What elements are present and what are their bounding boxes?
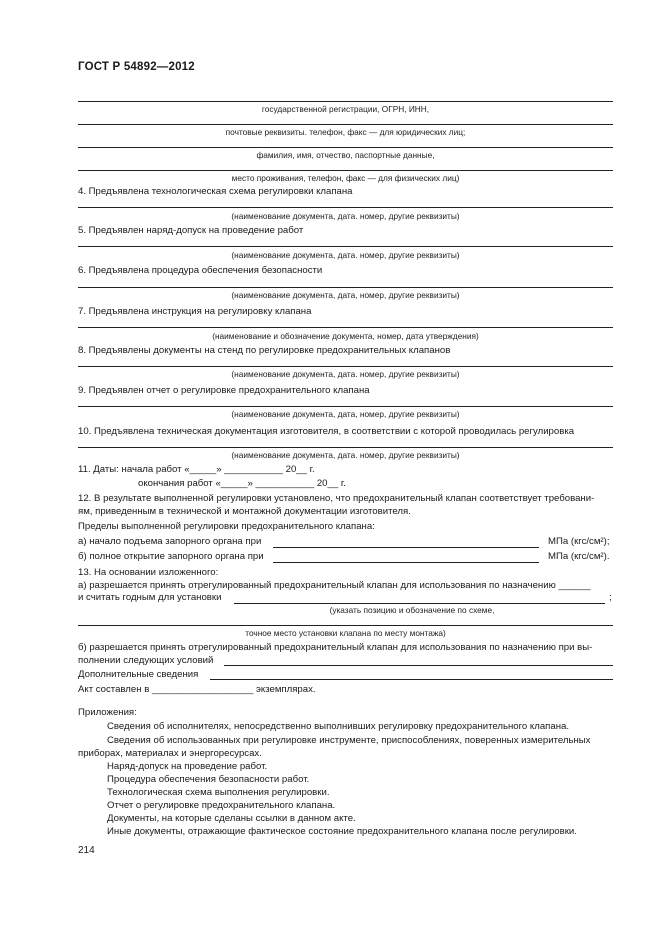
- limit-a-field[interactable]: [273, 547, 539, 548]
- appendix-title: Приложения:: [78, 707, 137, 718]
- limit-a-label: а) начало подъема запорного органа при: [78, 536, 262, 547]
- fill-line[interactable]: [78, 101, 613, 102]
- item-11-start-date: 11. Даты: начала работ «_____» ___________ 20__ г.: [78, 464, 315, 475]
- install-field[interactable]: [234, 603, 605, 604]
- item-13: 13. На основании изложенного:: [78, 567, 219, 578]
- caption: (наименование документа, дата, номер, другие реквизиты): [231, 409, 460, 419]
- appendix-item: Сведения об исполнителях, непосредственно выполнивших регулировку предохранительного клапана.: [107, 721, 570, 732]
- fill-line[interactable]: [78, 124, 613, 125]
- item-7: 7. Предъявлена инструкция на регулировку клапана: [78, 306, 312, 317]
- item-13b-line-2: полнении следующих условий: [78, 655, 214, 666]
- caption: почтовые реквизиты. телефон, факс — для юридических лиц;: [225, 127, 466, 137]
- caption: фамилия, имя, отчество, паспортные данные,: [256, 150, 435, 160]
- appendix-item: Наряд-допуск на проведение работ.: [107, 761, 268, 772]
- appendix-item: Сведения об использованных при регулировке инструменте, приспособлениях, поверенных измерительных: [107, 735, 591, 746]
- item-11-end-date: окончания работ «_____» ___________ 20__ г.: [138, 478, 346, 489]
- appendix-item: Документы, на которые сделаны ссылки в данном акте.: [107, 813, 356, 824]
- page-number: 214: [78, 845, 95, 856]
- item-6: 6. Предъявлена процедура обеспечения безопасности: [78, 265, 323, 276]
- item-13a-line-1: а) разрешается принять отрегулированный предохранительный клапан для использования по назначению ______: [78, 580, 591, 591]
- item-12-line-1: 12. В результате выполненной регулировки установлено, что предохранительный клапан соответствует требовани-: [78, 493, 595, 504]
- item-12-line-2: ям, приведенным в технической и монтажной документации изготовителя.: [78, 506, 411, 517]
- fill-line[interactable]: [78, 170, 613, 171]
- limit-a-unit: МПа (кгс/см²);: [548, 536, 610, 547]
- fill-line[interactable]: [78, 366, 613, 367]
- item-4: 4. Предъявлена технологическая схема регулировки клапана: [78, 186, 353, 197]
- item-13a-line-2: и считать годным для установки: [78, 592, 222, 603]
- limit-b-label: б) полное открытие запорного органа при: [78, 551, 264, 562]
- appendix-item: Процедура обеспечения безопасности работ.: [107, 774, 310, 785]
- limits-title: Пределы выполненной регулировки предохранительного клапана:: [78, 521, 375, 532]
- item-9: 9. Предъявлен отчет о регулировке предохранительного клапана: [78, 385, 370, 396]
- caption: (указать позицию и обозначение по схеме,: [329, 605, 495, 615]
- appendix-item: Иные документы, отражающие фактическое состояние предохранительного клапана после регулировки.: [107, 826, 577, 837]
- caption: (наименование документа, дата, номер, другие реквизиты): [231, 290, 460, 300]
- fill-line[interactable]: [78, 447, 613, 448]
- fill-line[interactable]: [78, 147, 613, 148]
- fill-line[interactable]: [78, 327, 613, 328]
- caption: (наименование документа, дата. номер, другие реквизиты): [231, 211, 460, 221]
- extra-info-field[interactable]: [210, 679, 613, 680]
- appendix-item: Отчет о регулировке предохранительного клапана.: [107, 800, 336, 811]
- caption: (наименование документа, дата. номер, другие реквизиты): [231, 450, 460, 460]
- item-8: 8. Предъявлены документы на стенд по регулировке предохранительных клапанов: [78, 345, 451, 356]
- appendix-item: Технологическая схема выполнения регулировки.: [107, 787, 330, 798]
- limit-b-field[interactable]: [273, 562, 539, 563]
- fill-line[interactable]: [78, 406, 613, 407]
- limit-b-unit: МПа (кгс/см²).: [548, 551, 610, 562]
- act-copies: Акт составлен в ___________________ экземплярах.: [78, 684, 316, 695]
- caption: (наименование документа, дата. номер, другие реквизиты): [231, 369, 460, 379]
- caption: (наименование документа, дата. номер, другие реквизиты): [231, 250, 460, 260]
- caption: государственной регистрации, ОГРН, ИНН,: [261, 104, 430, 114]
- fill-line[interactable]: [78, 287, 613, 288]
- fill-line[interactable]: [78, 207, 613, 208]
- conditions-field[interactable]: [224, 665, 613, 666]
- item-5: 5. Предъявлен наряд-допуск на проведение работ: [78, 225, 304, 236]
- fill-line[interactable]: [78, 625, 613, 626]
- appendix-item: приборах, материалах и энергоресурсах.: [78, 748, 262, 759]
- semicolon: ;: [609, 592, 612, 603]
- item-10: 10. Предъявлена техническая документация изготовителя, в соответствии с которой проводилась регулировка: [78, 426, 575, 437]
- extra-info-label: Дополнительные сведения: [78, 669, 199, 680]
- caption: (наименование и обозначение документа, номер, дата утверждения): [212, 331, 479, 341]
- page-header: ГОСТ Р 54892—2012: [78, 61, 195, 73]
- item-13b-line-1: б) разрешается принять отрегулированный предохранительный клапан для использования по назначению при вы-: [78, 642, 593, 653]
- caption: место проживания, телефон, факс — для физических лиц): [231, 173, 460, 183]
- caption: точное место установки клапана по месту монтажа): [245, 628, 446, 638]
- fill-line[interactable]: [78, 246, 613, 247]
